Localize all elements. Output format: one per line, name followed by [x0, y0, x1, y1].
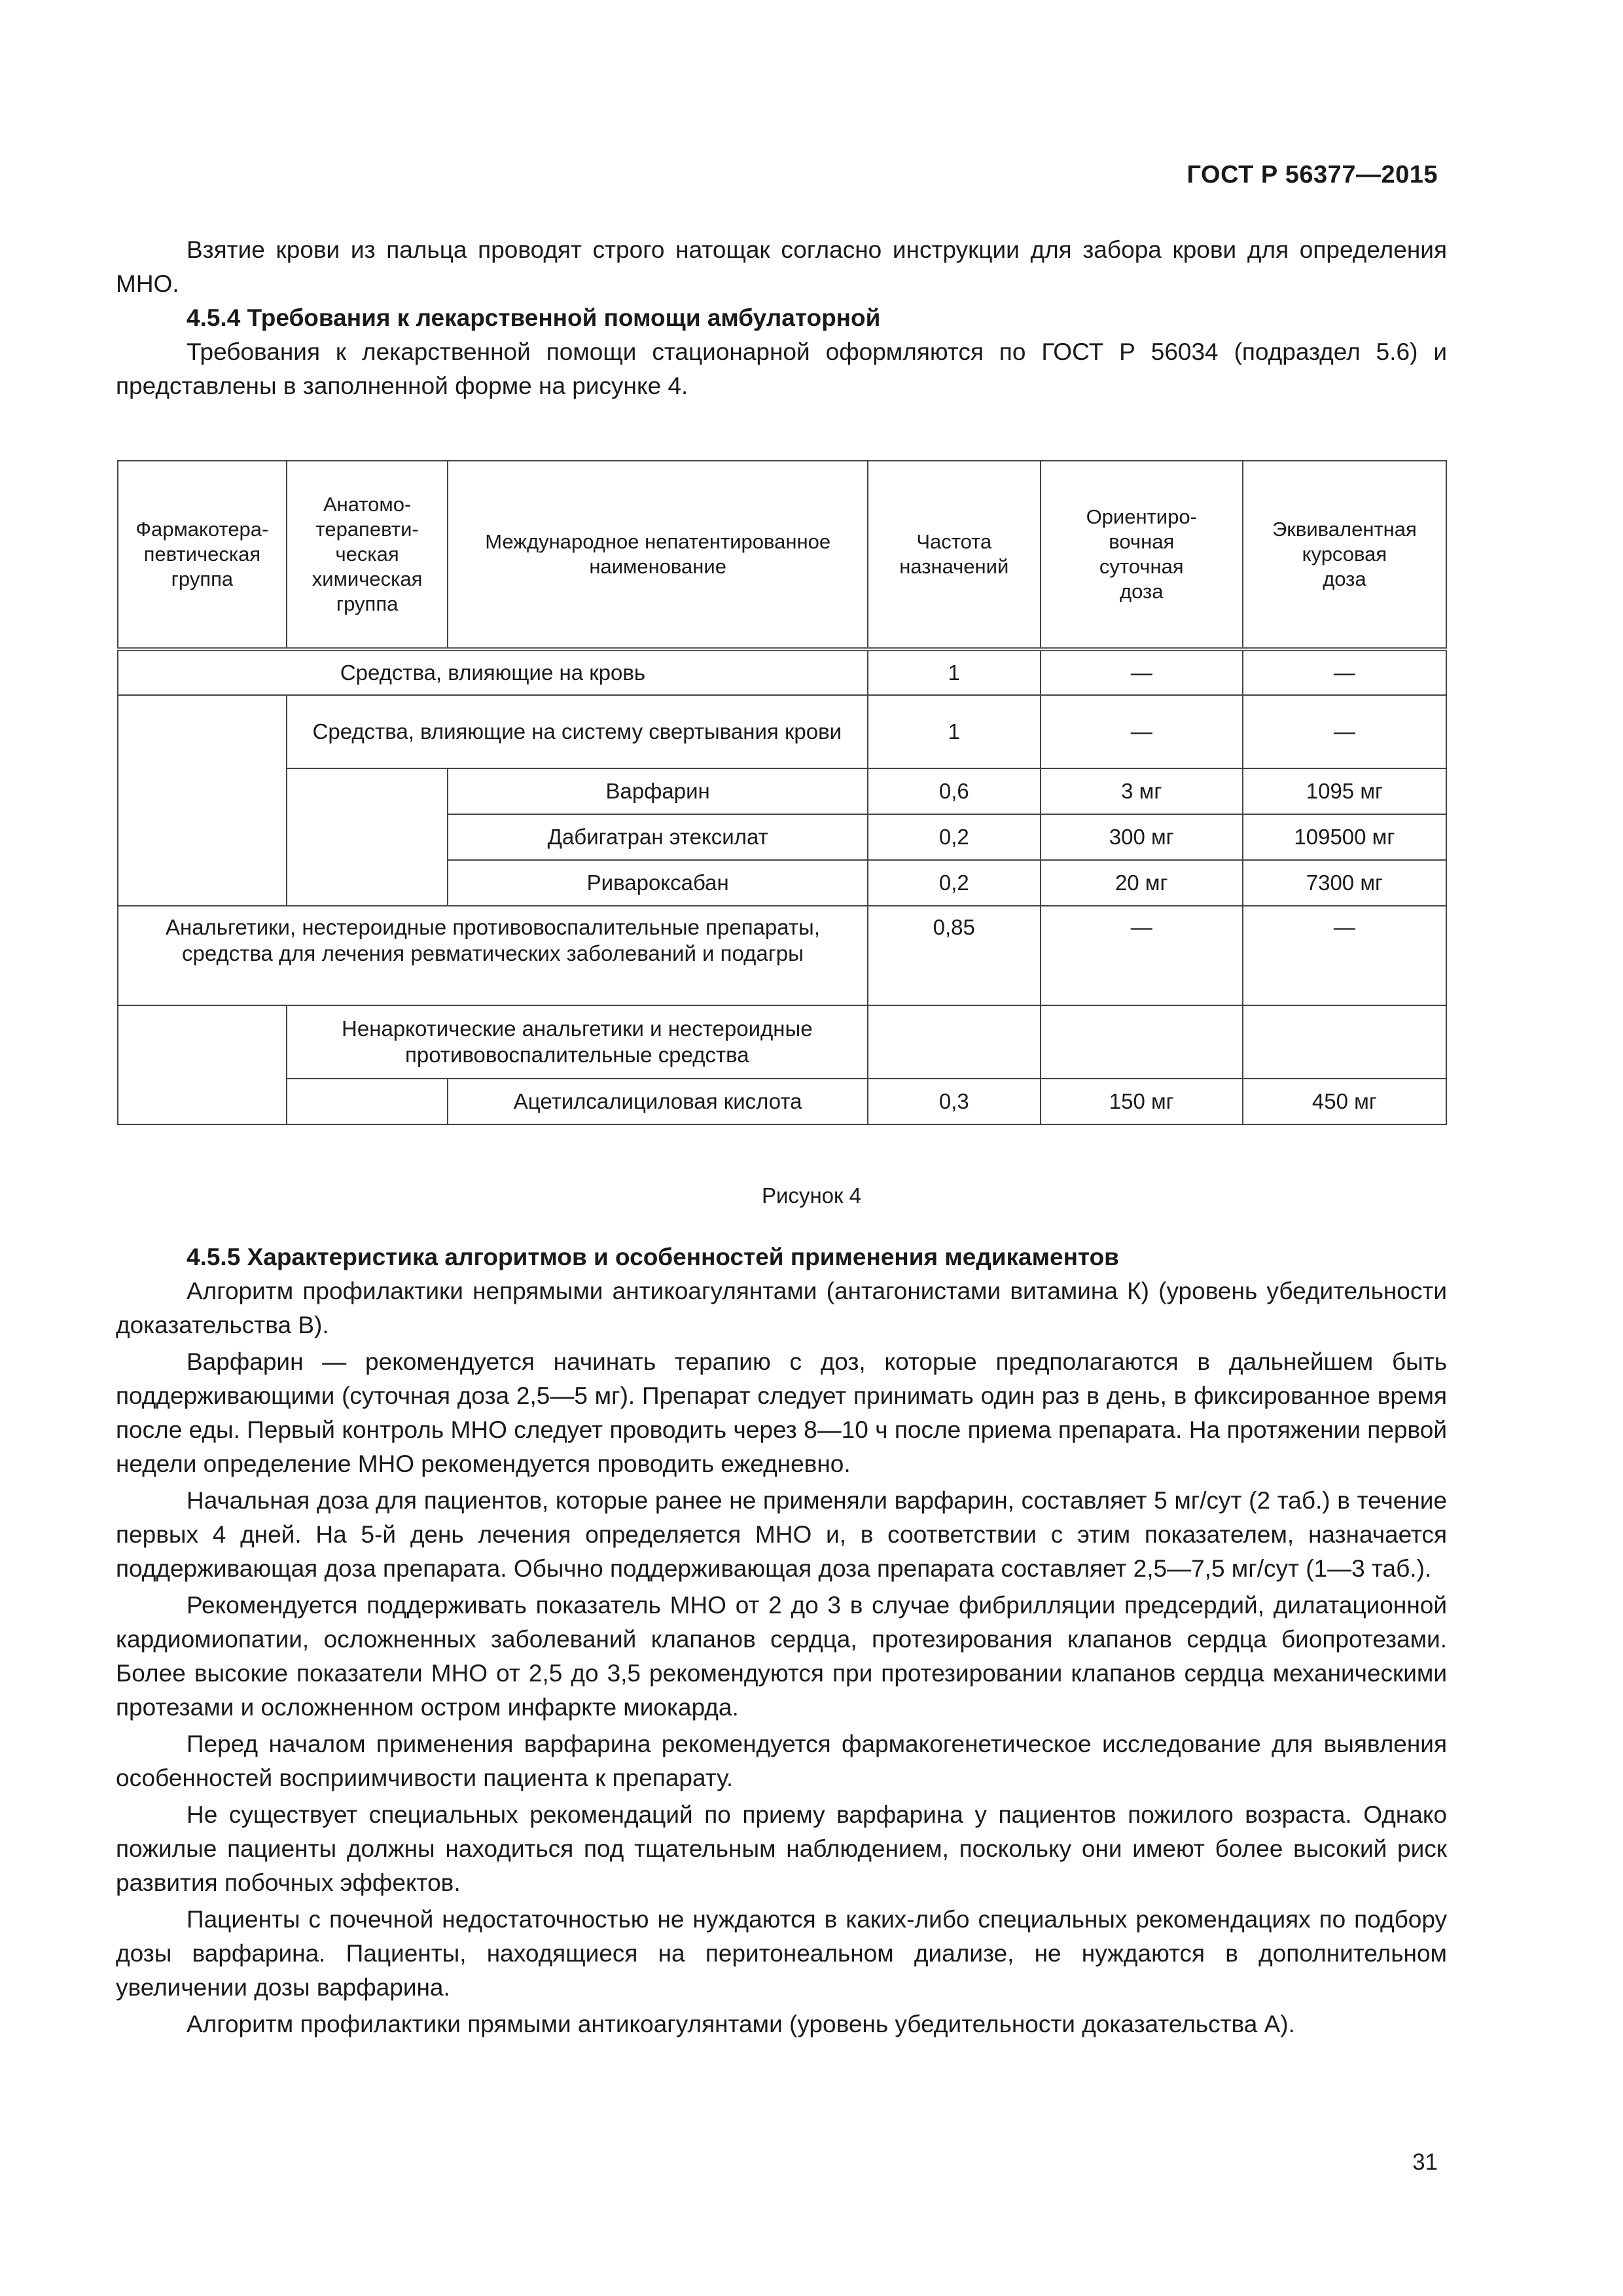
- cell-daily-dose: [1041, 1005, 1243, 1079]
- cell-daily-dose: 150 мг: [1041, 1079, 1243, 1124]
- cell-name: Средства, влияющие на кровь: [118, 649, 868, 695]
- cell-name: Дабигатран этексилат: [448, 814, 867, 860]
- cell-name: Средства, влияющие на систему свертывания крови: [287, 695, 868, 768]
- page-number: 31: [1412, 2149, 1438, 2175]
- bottom-text-block: [116, 1240, 1447, 2044]
- cell-empty: [118, 695, 287, 906]
- header-daily-dose: Ориентиро- вочная суточная доза: [1041, 461, 1243, 649]
- section-4-5-4-title: 4.5.4 Требования к лекарственной помощи амбулаторной: [187, 304, 881, 331]
- figure-4-table: [117, 460, 1447, 1125]
- cell-daily-dose: 3 мг: [1041, 768, 1243, 814]
- cell-course-dose: 450 мг: [1243, 1079, 1446, 1124]
- paragraph: Рекомендуется поддерживать показатель МНО от 2 до 3 в случае фибрилляции предсердий, дилатационной кардиомиопатии, осложненных заболеваний клапанов сердца, протезирования клапанов сердца биопротезами. Более высокие показатели МНО от 2,5 до 3,5 рекомендуются при протезировании клапанов сердца механическими протезами и осложненном остром инфаркте миокарда.: [116, 1592, 1447, 1721]
- cell-course-dose: —: [1243, 649, 1446, 695]
- cell-daily-dose: —: [1041, 649, 1243, 695]
- header-inn: Международное непатентированное наименование: [448, 461, 867, 649]
- paragraph: Пациенты с почечной недостаточностью не нуждаются в каких-либо специальных рекомендациях по подбору дозы варфарина. Пациенты, находящиеся на перитонеальном диализе, не нуждаются в дополнительном увеличении дозы варфарина.: [116, 1906, 1447, 2001]
- cell-frequency: 0,85: [868, 906, 1041, 1005]
- table-row: [118, 768, 1446, 814]
- cell-course-dose: [1243, 1005, 1446, 1079]
- cell-name: Анальгетики, нестероидные противовоспалительные препараты, средства для лечения ревматических заболеваний и подагры: [118, 906, 868, 1005]
- header-atc-group: Анатомо- терапевти- ческая химическая группа: [287, 461, 448, 649]
- paragraph: Начальная доза для пациентов, которые ранее не применяли варфарин, составляет 5 мг/сут (2 таб.) в течение первых 4 дней. На 5-й день лечения определяется МНО и, в соответствии с этим показателем, назначается поддерживающая доза препарата. Обычно поддерживающая доза препарата составляет 2,5—7,5 мг/сут (1—3 таб.).: [116, 1487, 1447, 1582]
- intro-paragraph: Взятие крови из пальца проводят строго натощак согласно инструкции для забора крови для определения МНО.: [116, 236, 1447, 297]
- table-row: [118, 695, 1446, 768]
- table-row: [118, 1079, 1446, 1124]
- cell-daily-dose: —: [1041, 695, 1243, 768]
- paragraph: Не существует специальных рекомендаций по приему варфарина у пациентов пожилого возраста. Однако пожилые пациенты должны находиться под тщательным наблюдением, поскольку они имеют более высокий риск развития побочных эффектов.: [116, 1801, 1447, 1896]
- cell-course-dose: 7300 мг: [1243, 860, 1446, 906]
- cell-daily-dose: 300 мг: [1041, 814, 1243, 860]
- cell-course-dose: —: [1243, 906, 1446, 1005]
- table-row: [118, 649, 1446, 695]
- cell-name: Ривароксабан: [448, 860, 867, 906]
- cell-frequency: 0,6: [868, 768, 1041, 814]
- document-standard-number: ГОСТ Р 56377—2015: [1186, 161, 1438, 188]
- cell-empty: [287, 768, 448, 906]
- paragraph: Перед началом применения варфарина рекомендуется фармакогенетическое исследование для выявления особенностей восприимчивости пациента к препарату.: [116, 1731, 1447, 1791]
- paragraph: Варфарин — рекомендуется начинать терапию с доз, которые предполагаются в дальнейшем быть поддерживающими (суточная доза 2,5—5 мг). Препарат следует принимать один раз в день, в фиксированное время после еды. Первый контроль МНО следует проводить через 8—10 ч после приема препарата. На протяжении первой недели определение МНО рекомендуется проводить ежедневно.: [116, 1348, 1447, 1477]
- cell-frequency: 1: [868, 649, 1041, 695]
- section-4-5-5-title: 4.5.5 Характеристика алгоритмов и особенностей применения медикаментов: [187, 1244, 1119, 1270]
- header-frequency: Частота назначений: [868, 461, 1041, 649]
- cell-daily-dose: —: [1041, 906, 1243, 1005]
- cell-daily-dose: 20 мг: [1041, 860, 1243, 906]
- cell-frequency: 0,3: [868, 1079, 1041, 1124]
- cell-empty: [287, 1079, 448, 1124]
- table-header-row: [118, 461, 1446, 649]
- section-4-5-4-text: Требования к лекарственной помощи стационарной оформляются по ГОСТ Р 56034 (подраздел 5.6) и представлены в заполненной форме на рисунке 4.: [116, 338, 1447, 399]
- header-course-dose: Эквивалентная курсовая доза: [1243, 461, 1446, 649]
- figure-caption: Рисунок 4: [762, 1183, 861, 1208]
- paragraph: Алгоритм профилактики прямыми антикоагулянтами (уровень убедительности доказательства А).: [187, 2011, 1295, 2037]
- cell-empty: [118, 1005, 287, 1124]
- cell-name: Ненаркотические анальгетики и нестероидные противовоспалительные средства: [287, 1005, 868, 1079]
- table-row: [118, 906, 1446, 1005]
- table-row: [118, 1005, 1446, 1079]
- cell-frequency: [868, 1005, 1041, 1079]
- cell-course-dose: —: [1243, 695, 1446, 768]
- header-pharmacotherapeutic-group: Фармакотера- певтическая группа: [118, 461, 287, 649]
- cell-course-dose: 109500 мг: [1243, 814, 1446, 860]
- cell-frequency: 0,2: [868, 814, 1041, 860]
- paragraph: Алгоритм профилактики непрямыми антикоагулянтами (антагонистами витамина К) (уровень убедительности доказательства В).: [116, 1278, 1447, 1338]
- cell-name: Ацетилсалициловая кислота: [448, 1079, 867, 1124]
- cell-frequency: 1: [868, 695, 1041, 768]
- cell-course-dose: 1095 мг: [1243, 768, 1446, 814]
- cell-name: Варфарин: [448, 768, 867, 814]
- top-text-block: [116, 233, 1447, 403]
- cell-frequency: 0,2: [868, 860, 1041, 906]
